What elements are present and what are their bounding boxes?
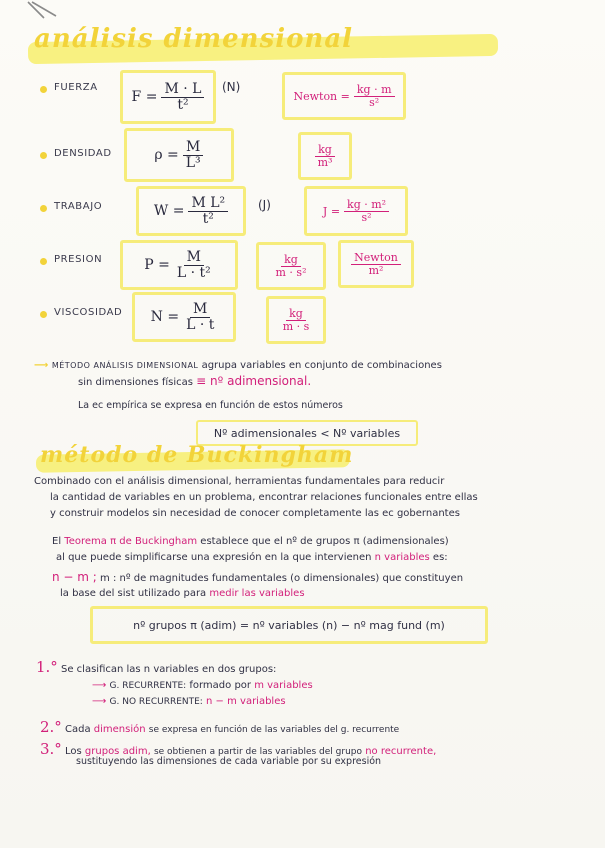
measure-variables: medir las variables — [209, 588, 305, 599]
formula-numerator: M — [184, 250, 204, 266]
step-text: formado por — [189, 680, 252, 691]
formula-box-trabajo — [136, 186, 246, 236]
row-label-viscosidad: VISCOSIDAD — [54, 307, 123, 318]
method-heading: MÉTODO ANÁLISIS DIMENSIONAL — [51, 361, 199, 370]
binder-clip-icon — [22, 0, 62, 22]
step-number: 3.° — [40, 740, 62, 758]
unit-denominator: m² — [368, 263, 384, 277]
formula-denominator: t² — [177, 96, 189, 113]
paragraph-line: y construir modelos sin necesidad de conocer completamente las ec gobernantes — [50, 508, 460, 519]
bullet — [40, 311, 47, 318]
step-text: se expresa en función de las variables del g. recurrente — [148, 725, 400, 735]
pi-groups-formula-box — [90, 606, 488, 644]
formula-lhs: P = — [144, 257, 170, 273]
bullet — [40, 205, 47, 212]
unit-numerator: Newton — [351, 252, 401, 265]
paragraph-text: El — [52, 536, 62, 547]
formula-box-presion — [120, 240, 238, 290]
method-line-2 — [78, 374, 311, 388]
step-2 — [40, 718, 399, 736]
unit-box-densidad — [298, 132, 352, 180]
unit-numerator: kg — [286, 308, 306, 321]
method-highlight: ≡ nº adimensional. — [196, 374, 312, 388]
paragraph-line: la cantidad de variables en un problema, encontrar relaciones funcionales entre ellas — [50, 492, 478, 503]
group-name: G. NO RECURRENTE: — [109, 697, 203, 707]
paragraph-text: es: — [432, 552, 448, 563]
paragraph-text: m : nº de magnitudes fundamentales (o dimensionales) que constituyen — [100, 573, 464, 584]
paragraph-text: la base del sist utilizado para — [60, 588, 207, 599]
unit-numerator: kg — [281, 254, 301, 267]
unit-label: Newton = — [293, 89, 350, 103]
paragraph-text: establece que el nº de grupos π (adimensionales) — [200, 536, 449, 547]
formula-denominator: L · t — [186, 316, 215, 333]
unit-denominator: m · s² — [275, 265, 307, 279]
unit-label: J = — [322, 204, 341, 218]
formula-lhs: F = — [131, 89, 158, 105]
formula-denominator: L³ — [185, 154, 201, 171]
theorem-line-4 — [60, 588, 305, 599]
theorem-line-1 — [52, 536, 449, 547]
step-text: Se clasifican las n variables en dos grupos: — [61, 664, 277, 675]
n-minus-m-variables: n − m variables — [206, 696, 286, 707]
n-minus-m: n − m ; — [52, 570, 97, 584]
method-line-3: La ec empírica se expresa en función de estos números — [78, 400, 343, 411]
step-number: 2.° — [40, 718, 62, 736]
formula-numerator: M · L — [161, 82, 204, 98]
unit-numerator: kg · m² — [344, 199, 389, 212]
theorem-line-3 — [52, 570, 463, 584]
formula-numerator: M — [183, 140, 203, 156]
rule-text: Nº adimensionales < Nº variables — [213, 426, 401, 440]
unit-box-presion-2 — [338, 240, 414, 288]
dimension-word: dimensión — [93, 724, 146, 735]
unit-box-presion-1 — [256, 242, 326, 290]
arrow-icon: ⟶ — [92, 696, 110, 707]
n-variables: n variables — [374, 552, 430, 563]
method-text: agrupa variables en conjunto de combinaciones — [201, 360, 442, 371]
formula-numerator: M L² — [188, 196, 228, 212]
formula-lhs: ρ = — [154, 147, 179, 163]
step-text: se obtienen a partir de las variables del grupo — [153, 747, 362, 757]
unit-denominator: m · s — [282, 319, 310, 333]
arrow-icon: ⟶ — [34, 360, 52, 371]
page-title: análisis dimensional — [34, 24, 354, 54]
step-number: 1.° — [36, 658, 58, 676]
unit-symbol-n: (N) — [222, 80, 241, 94]
pi-groups-formula: nº grupos π (adim) = nº variables (n) − nº mag fund (m) — [133, 618, 445, 632]
method-text: sin dimensiones físicas — [78, 377, 193, 388]
step-1-recurrent — [92, 680, 313, 691]
step-1-non-recurrent — [92, 696, 286, 707]
theorem-line-2 — [56, 552, 448, 563]
step-3-continuation: sustituyendo las dimensiones de cada variable por su expresión — [76, 756, 382, 767]
formula-lhs: W = — [153, 203, 185, 219]
paragraph-text: al que puede simplificarse una expresión en la que intervienen — [56, 552, 372, 563]
unit-denominator: s² — [369, 95, 380, 109]
formula-lhs: N = — [150, 309, 180, 325]
bullet — [40, 86, 47, 93]
theorem-name: Teorema π de Buckingham — [64, 536, 198, 547]
row-label-densidad: DENSIDAD — [54, 148, 112, 159]
step-text: Cada — [65, 724, 91, 735]
unit-box-viscosidad — [266, 296, 326, 344]
adim-groups: grupos adim, — [84, 746, 151, 757]
bullet — [40, 258, 47, 265]
unit-numerator: kg — [315, 144, 335, 157]
step-text: Los — [65, 746, 82, 757]
row-label-fuerza: FUERZA — [54, 82, 98, 93]
formula-denominator: L · t² — [176, 264, 211, 281]
formula-box-fuerza — [120, 70, 216, 124]
method-line-1 — [34, 360, 442, 371]
non-recurrent: no recurrente, — [365, 746, 437, 757]
unit-denominator: s² — [361, 210, 372, 224]
arrow-icon: ⟶ — [92, 680, 110, 691]
unit-box-fuerza — [282, 72, 406, 120]
unit-denominator: m³ — [317, 155, 333, 169]
paragraph-line: Combinado con el análisis dimensional, herramientas fundamentales para reducir — [34, 476, 445, 487]
m-variables: m variables — [254, 680, 313, 691]
formula-box-densidad — [124, 128, 234, 182]
bullet — [40, 152, 47, 159]
unit-box-trabajo — [304, 186, 408, 236]
unit-numerator: kg · m — [354, 84, 395, 97]
row-label-trabajo: TRABAJO — [54, 201, 103, 212]
step-1 — [36, 658, 276, 676]
formula-numerator: M — [190, 302, 210, 318]
unit-symbol-j: (J) — [258, 198, 271, 212]
row-label-presion: PRESION — [54, 254, 103, 265]
formula-denominator: t² — [202, 210, 214, 227]
formula-box-viscosidad — [132, 292, 236, 342]
section-title: método de Buckingham — [40, 442, 354, 468]
group-name: G. RECURRENTE: — [109, 681, 187, 691]
